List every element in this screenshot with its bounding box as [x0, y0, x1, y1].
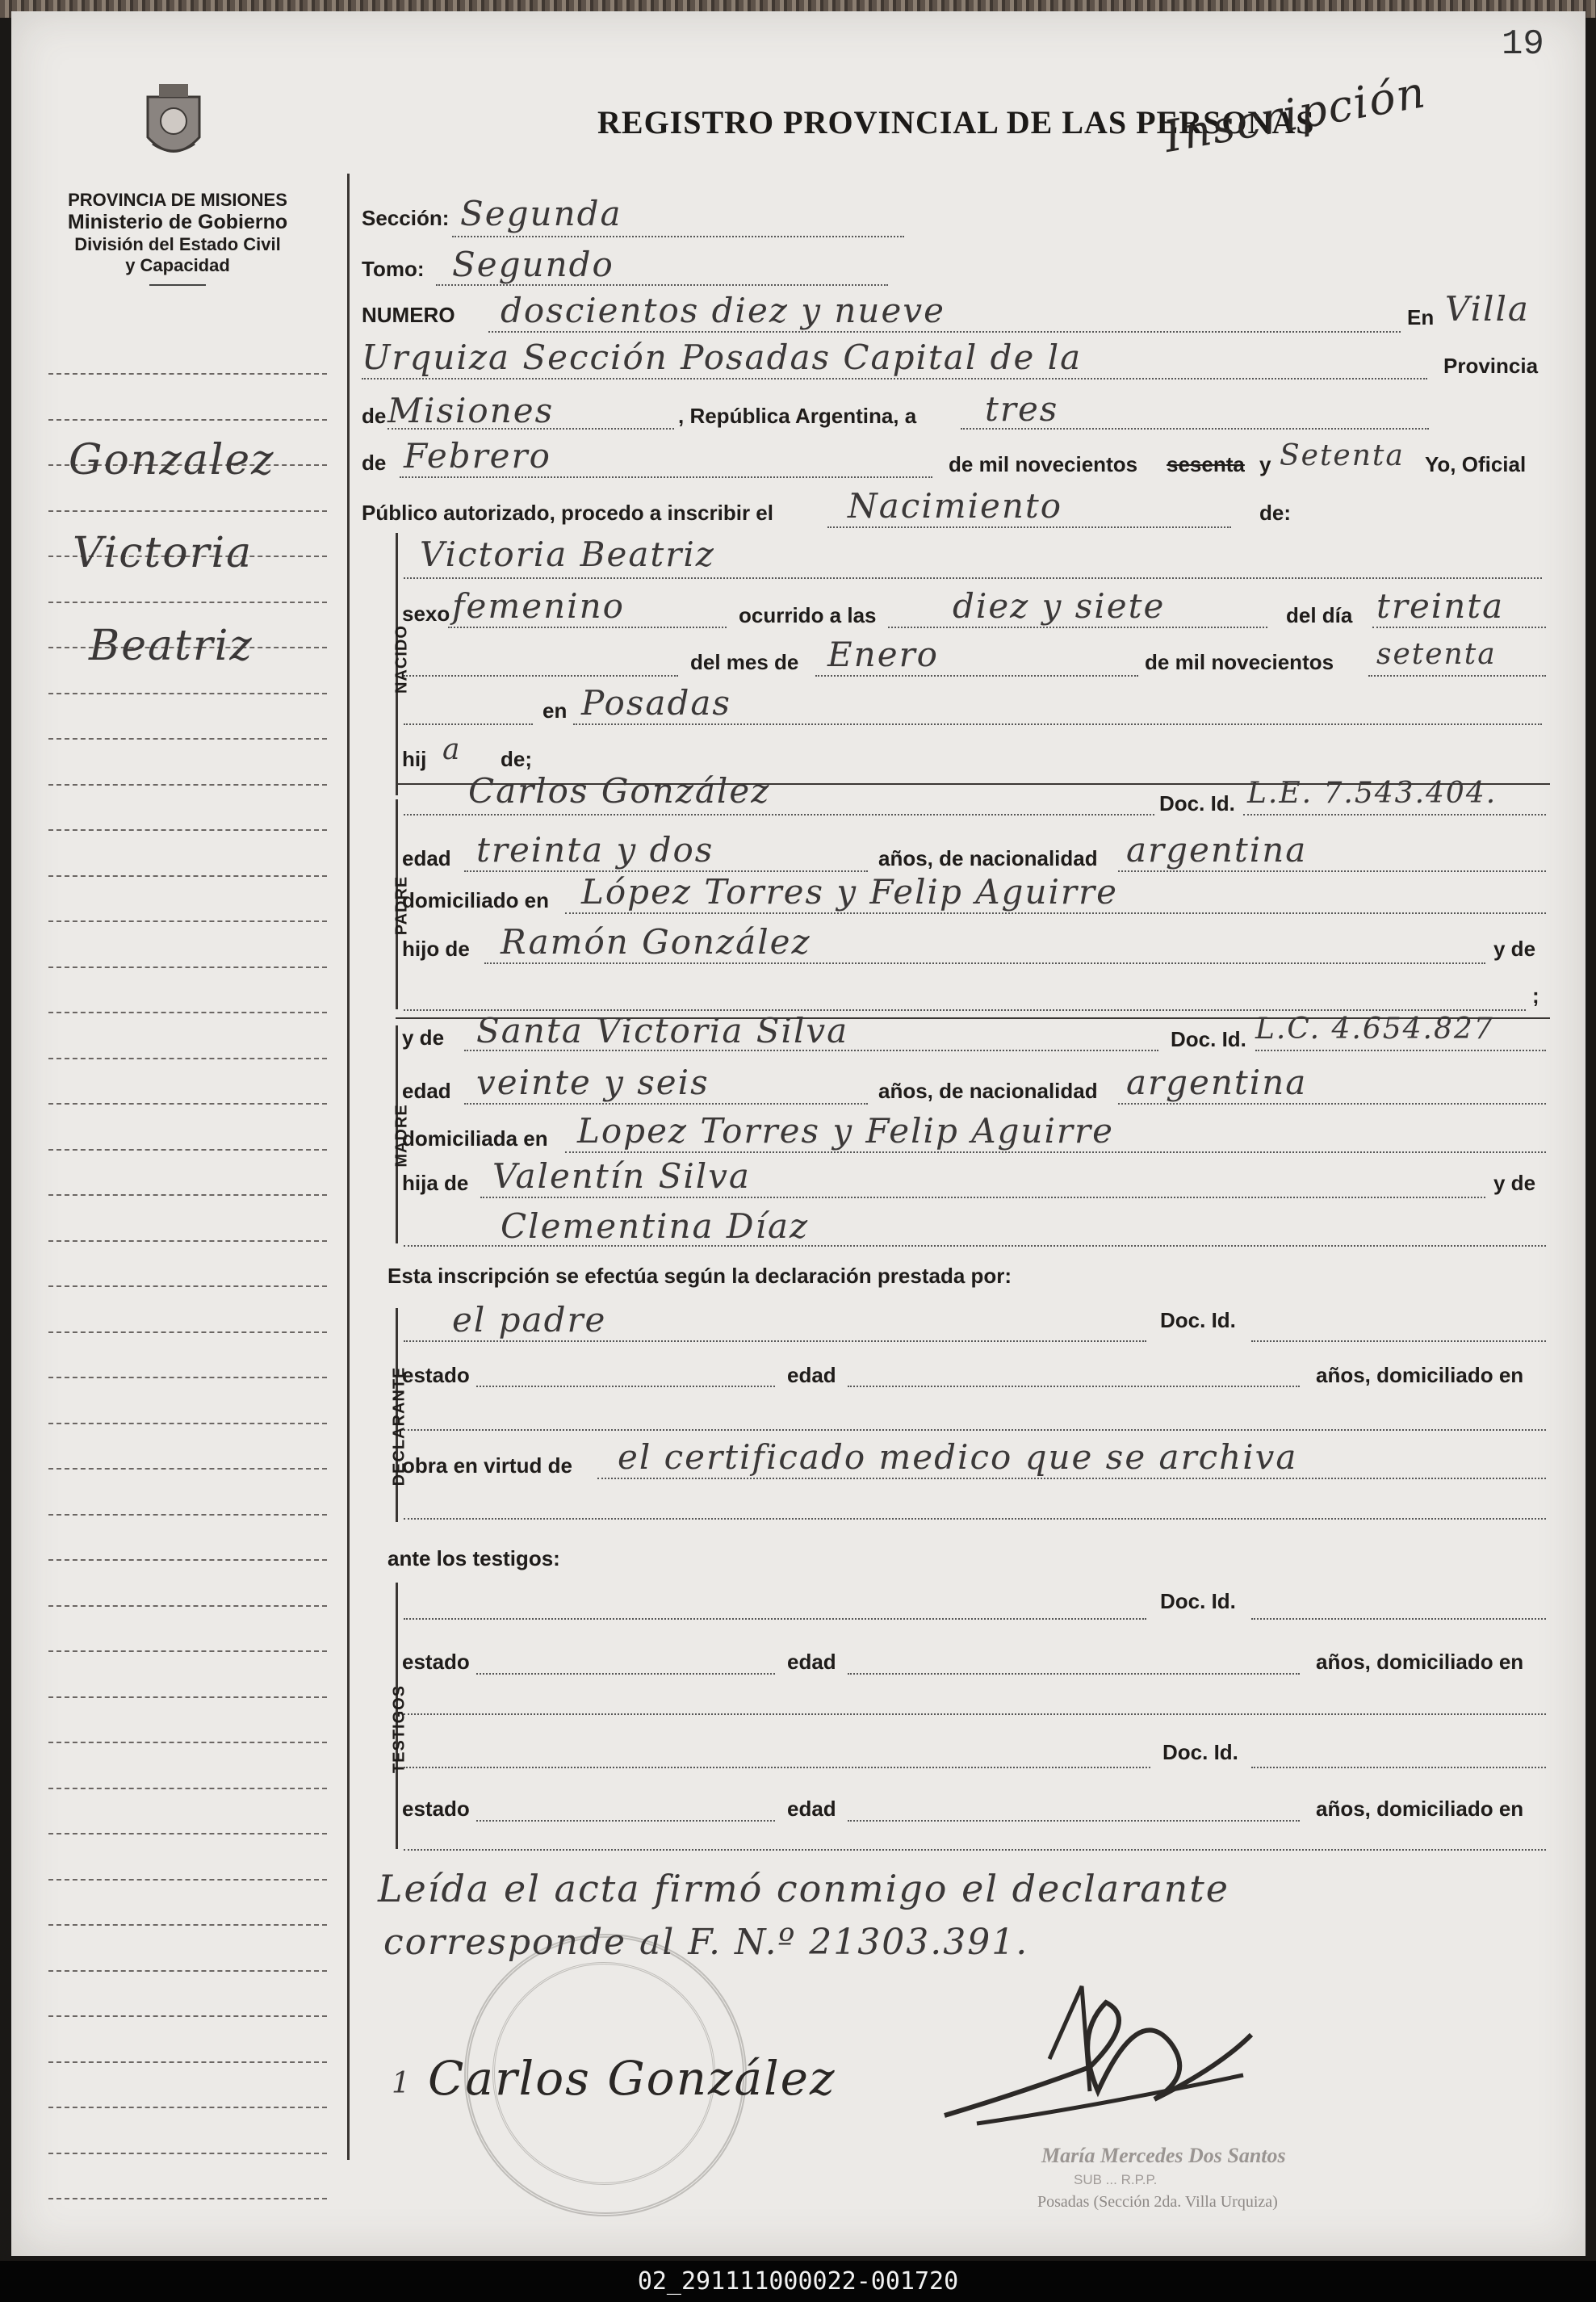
- seccion-value: Segunda: [460, 194, 622, 233]
- birth-place-value: Posadas: [581, 683, 731, 723]
- testigos-intro: ante los testigos:: [387, 1546, 560, 1570]
- birth-en-label: en: [542, 698, 568, 723]
- sexo-label: sexo: [402, 602, 450, 626]
- mother-edad-label: edad: [402, 1079, 451, 1103]
- margin-ruled-line: [48, 1924, 327, 1926]
- mes-label: del mes de: [690, 650, 799, 674]
- margin-ruled-line: [48, 1240, 327, 1242]
- en-value: Villa: [1445, 289, 1530, 329]
- closing-line-1: Leída el acta firmó conmigo el declarante: [378, 1867, 1229, 1910]
- margin-ruled-line: [48, 2107, 327, 2108]
- margin-ruled-line: [48, 602, 327, 603]
- ocurrido-label: ocurrido a las: [739, 603, 877, 627]
- margin-ruled-line: [48, 738, 327, 740]
- obra-label: obra en virtud de: [402, 1453, 572, 1478]
- margin-ruled-line: [48, 1970, 327, 1972]
- declarant-signature: Carlos González: [428, 2051, 836, 2106]
- margin-ruled-line: [48, 784, 327, 786]
- declarante-estado-label: estado: [402, 1363, 470, 1387]
- hour-value: diez y siete: [953, 586, 1166, 626]
- month-value: Febrero: [404, 436, 551, 476]
- closing-line-2: corresponde al F. N.º 21303.391.: [383, 1922, 1029, 1963]
- margin-ruled-line: [48, 2198, 327, 2199]
- struck-sesenta: sesenta: [1167, 452, 1245, 476]
- mother-nac-label: años, de nacionalidad: [878, 1079, 1098, 1103]
- margin-first-name: Victoria: [73, 529, 253, 577]
- tomo-label: Tomo:: [362, 257, 425, 281]
- margin-ruled-line: [48, 2153, 327, 2154]
- birth-mil-label: de mil novecientos: [1145, 650, 1334, 674]
- main-column-divider: [347, 174, 350, 2160]
- province-name: PROVINCIA DE MISIONES: [68, 190, 287, 210]
- father-dom-label: domiciliado en: [402, 888, 550, 912]
- margin-ruled-line: [48, 1650, 327, 1652]
- margin-ruled-line: [48, 1377, 327, 1378]
- margin-ruled-line: [48, 1514, 327, 1516]
- margin-ruled-line: [48, 1149, 327, 1151]
- testigo2-dom-label: años, domiciliado en: [1316, 1797, 1524, 1821]
- de-label: de: [362, 404, 387, 428]
- official-signature: [928, 1970, 1267, 2148]
- mother-dom-label: domiciliada en: [402, 1126, 548, 1151]
- year-value: Setenta: [1280, 439, 1405, 472]
- father-semicolon: ;: [1532, 983, 1539, 1008]
- y-word: y: [1259, 452, 1271, 476]
- numero-label: NUMERO: [362, 303, 455, 327]
- margin-ruled-line: [48, 1788, 327, 1789]
- birth-year-value: setenta: [1376, 638, 1497, 671]
- official-office-stamp: Posadas (Sección 2da. Villa Urquiza): [1037, 2193, 1278, 2211]
- declarante-edad-label: edad: [787, 1363, 836, 1387]
- margin-ruled-line: [48, 510, 327, 512]
- del-dia-label: del día: [1286, 603, 1353, 627]
- tomo-value: Segundo: [452, 245, 614, 284]
- margin-ruled-line: [48, 1696, 327, 1698]
- margin-ruled-line: [48, 1559, 327, 1561]
- archive-id: 02_291111000022-001720: [637, 2267, 959, 2296]
- mother-edad-value: veinte y seis: [476, 1063, 710, 1102]
- official-title-stamp: SUB ... R.P.P.: [1074, 2172, 1158, 2187]
- mil-label: de mil novecientos: [949, 452, 1138, 476]
- mother-second-parent: Clementina Díaz: [501, 1206, 810, 1246]
- margin-ruled-line: [48, 2061, 327, 2063]
- father-edad-label: edad: [402, 846, 451, 870]
- margin-ruled-line: [48, 967, 327, 968]
- margin-ruled-line: [48, 920, 327, 922]
- numero-value: doscientos diez y nueve: [501, 291, 945, 330]
- act-value: Nacimiento: [848, 486, 1063, 526]
- margin-ruled-line: [48, 829, 327, 831]
- testigo1-edad-label: edad: [787, 1650, 836, 1674]
- birth-day-value: treinta: [1376, 586, 1505, 626]
- margin-ruled-line: [48, 373, 327, 375]
- mother-name: Santa Victoria Silva: [476, 1011, 849, 1050]
- province-value: Misiones: [387, 391, 555, 430]
- father-nac-label: años, de nacionalidad: [878, 846, 1098, 870]
- archive-id-bar: [0, 2261, 1596, 2302]
- day-value: tres: [985, 389, 1059, 429]
- margin-surname: Gonzalez: [69, 436, 275, 484]
- birth-month-value: Enero: [827, 635, 939, 674]
- father-dom-value: López Torres y Felip Aguirre: [581, 872, 1118, 912]
- mother-hija-label: hija de: [402, 1171, 469, 1195]
- republica-label: , República Argentina, a: [678, 404, 917, 428]
- margin-ruled-line: [48, 1742, 327, 1743]
- mother-dom-value: Lopez Torres y Felip Aguirre: [577, 1111, 1114, 1151]
- obra-value: el certificado medico que se archiva: [618, 1437, 1298, 1477]
- margin-ruled-line: [48, 1879, 327, 1881]
- margin-ruled-line: [48, 1103, 327, 1105]
- margin-ruled-line: [48, 1012, 327, 1013]
- nacido-name: Victoria Beatriz: [420, 535, 715, 574]
- testigo2-edad-label: edad: [787, 1797, 836, 1821]
- father-edad-value: treinta y dos: [476, 830, 714, 870]
- official-name-stamp: María Mercedes Dos Santos: [1041, 2144, 1286, 2167]
- margin-ruled-line: [48, 1423, 327, 1424]
- provincia-label: Provincia: [1443, 354, 1539, 378]
- inscription-annotation: Inscripción: [1160, 65, 1431, 163]
- margin-ruled-line: [48, 2015, 327, 2017]
- testigos-section-label: TESTIGOS: [390, 1684, 408, 1774]
- margin-ruled-line: [48, 1468, 327, 1470]
- declarante-doc-label: Doc. Id.: [1160, 1308, 1236, 1332]
- division-name: División del Estado Civil: [74, 234, 281, 254]
- madre-section-label: MADRE: [392, 1104, 411, 1168]
- province-crest-icon: [141, 81, 206, 170]
- declarante-dom-label: años, domiciliado en: [1316, 1363, 1524, 1387]
- de3-label: de:: [1259, 501, 1291, 525]
- testigo1-estado-label: estado: [402, 1650, 470, 1674]
- margin-ruled-line: [48, 875, 327, 877]
- father-nac-value: argentina: [1126, 830, 1308, 870]
- document-title: REGISTRO PROVINCIAL DE LAS PERSONAS: [597, 104, 1315, 140]
- padre-section-label: PADRE: [392, 875, 411, 936]
- en-label: En: [1407, 305, 1435, 329]
- oficial-label: Yo, Oficial: [1425, 452, 1527, 476]
- mother-y-de2-label: y de: [1493, 1171, 1536, 1195]
- margin-ruled-line: [48, 1194, 327, 1196]
- margin-ruled-line: [48, 693, 327, 694]
- father-doc-label: Doc. Id.: [1159, 791, 1235, 816]
- margin-ruled-line: [48, 1833, 327, 1834]
- father-name: Carlos González: [468, 771, 771, 811]
- signature-prefix: 1: [392, 2067, 412, 2100]
- margin-ruled-line: [48, 1605, 327, 1607]
- sexo-value: femenino: [452, 586, 625, 626]
- page-number: 19: [1502, 24, 1544, 65]
- mother-doc-value: L.C. 4.654.827: [1255, 1013, 1494, 1046]
- testigo2-doc-label: Doc. Id.: [1162, 1740, 1238, 1764]
- declarante-intro: Esta inscripción se efectúa según la declaración prestada por:: [387, 1264, 1012, 1288]
- de2-label: de: [362, 451, 387, 475]
- issuing-authority: [20, 190, 335, 286]
- mother-nac-value: argentina: [1126, 1063, 1308, 1102]
- place-value: Urquiza Sección Posadas Capital de la: [362, 338, 1083, 377]
- division-capacity: y Capacidad: [125, 255, 230, 275]
- margin-second-name: Beatriz: [89, 622, 253, 670]
- testigo1-doc-label: Doc. Id.: [1160, 1589, 1236, 1613]
- margin-ruled-line: [48, 1058, 327, 1059]
- declarante-name: el padre: [452, 1300, 607, 1340]
- father-doc-value: L.E. 7.543.404.: [1247, 777, 1498, 810]
- margin-ruled-line: [48, 1285, 327, 1287]
- declarante-section-label: DECLARANTE: [390, 1366, 408, 1486]
- mother-hija-value: Valentín Silva: [492, 1156, 751, 1196]
- testigo1-dom-label: años, domiciliado en: [1316, 1650, 1524, 1674]
- publico-label: Público autorizado, procedo a inscribir el: [362, 501, 773, 525]
- testigo2-estado-label: estado: [402, 1797, 470, 1821]
- father-y-de-label: y de: [1493, 937, 1536, 961]
- ministry-name: Ministerio de Gobierno: [67, 211, 288, 233]
- margin-ruled-line: [48, 1331, 327, 1333]
- nacido-section-label: NACIDO: [392, 625, 411, 694]
- father-hijo-label: hijo de: [402, 937, 470, 961]
- hij-suffix: a: [442, 733, 462, 766]
- margin-ruled-line: [48, 419, 327, 421]
- mother-y-de-label: y de: [402, 1025, 445, 1050]
- father-hijo-value: Ramón González: [501, 922, 811, 962]
- mother-doc-label: Doc. Id.: [1171, 1027, 1246, 1051]
- hij-de-label: de;: [501, 747, 532, 771]
- hij-label: hij: [402, 747, 427, 771]
- seccion-label: Sección:: [362, 206, 450, 230]
